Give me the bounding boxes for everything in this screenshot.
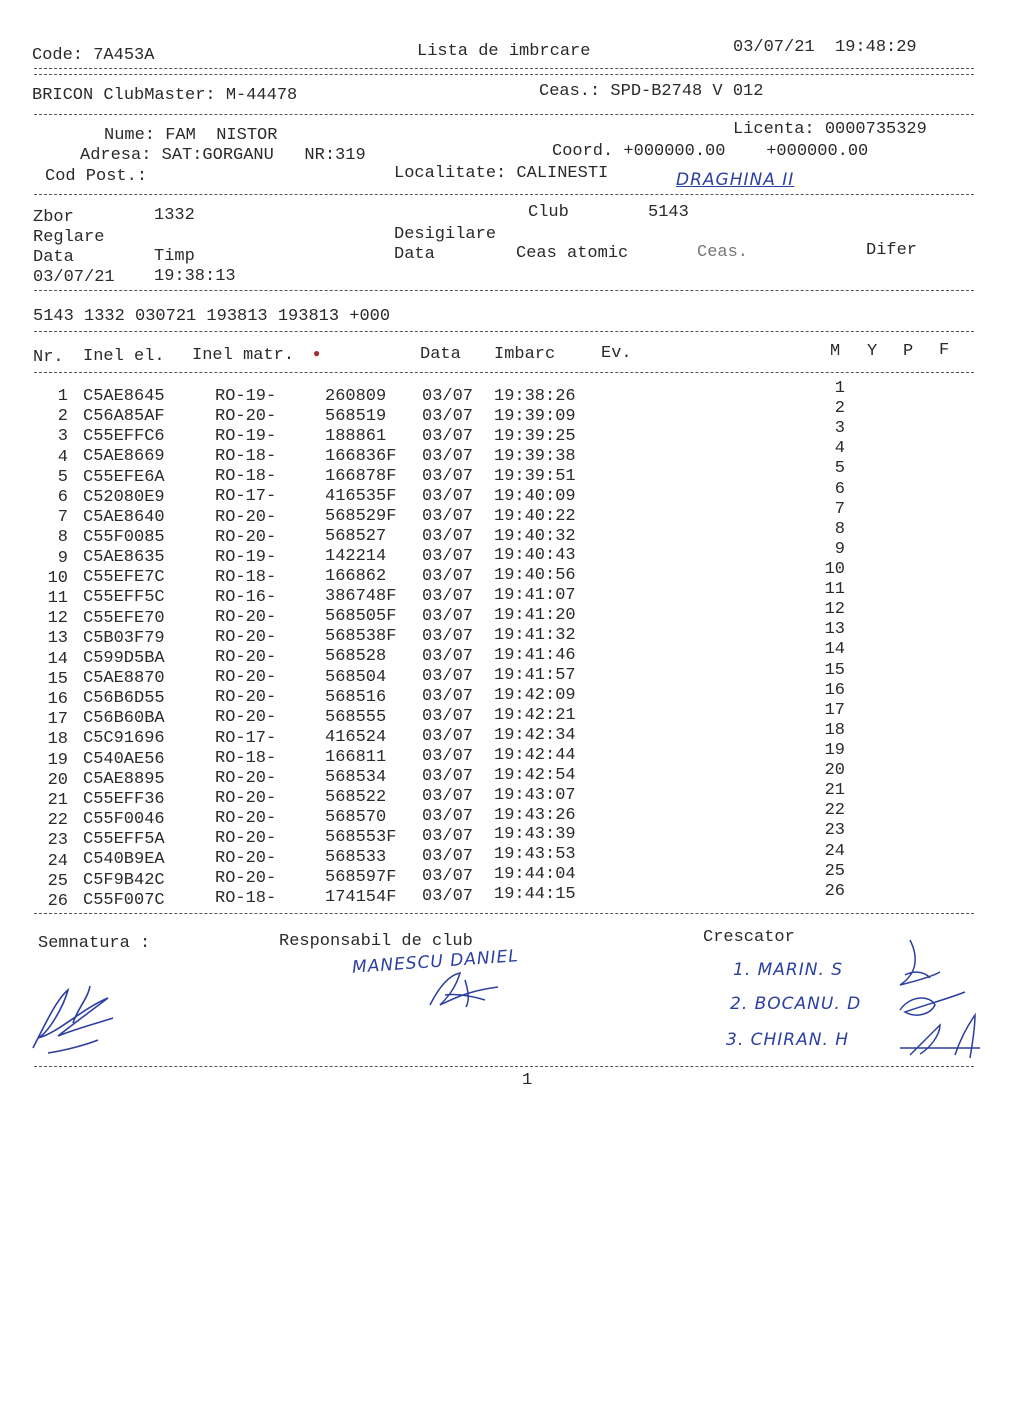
- row-ring-number: 416524: [325, 727, 387, 747]
- row-ring-prefix: RO-20-: [215, 688, 277, 708]
- row-ring-number: 568555: [325, 707, 387, 727]
- setting-time: 19:38:13: [154, 267, 236, 286]
- setting-label: Reglare: [33, 228, 105, 247]
- col-data: Data: [420, 345, 461, 364]
- row-inel-el: C56A85AF: [83, 407, 165, 427]
- row-ring-number: 568570: [325, 807, 387, 827]
- row-time: 19:39:09: [494, 406, 576, 426]
- row-ring-number: 142214: [325, 547, 387, 567]
- club-label: Club: [528, 203, 569, 222]
- row-nr: 19: [47, 750, 68, 770]
- row-ring-number: 386748F: [325, 587, 397, 607]
- row-date: 03/07: [422, 866, 474, 886]
- row-ring-number: 568505F: [325, 607, 397, 627]
- row-ring-number: 166811: [325, 747, 387, 767]
- row-nr: 7: [57, 508, 68, 528]
- row-time: 19:42:54: [494, 765, 576, 785]
- row-inel-el: C540AE56: [83, 749, 165, 769]
- row-time: 19:42:21: [494, 705, 576, 725]
- responsible-name: MANESCU DANIEL: [351, 946, 520, 978]
- row-nr: 26: [47, 892, 68, 911]
- row-nr: 16: [47, 690, 68, 709]
- row-date: 03/07: [422, 486, 474, 506]
- row-date: 03/07: [422, 566, 474, 586]
- row-date: 03/07: [422, 826, 474, 846]
- clock-label: Ceas.: [697, 243, 749, 262]
- row-time: 19:39:51: [494, 466, 576, 486]
- date-label: Data: [33, 248, 74, 267]
- row-inel-el: C55F007C: [83, 890, 165, 910]
- divider: [34, 331, 974, 332]
- difference-label: Difer: [866, 241, 918, 260]
- row-ring-prefix: RO-18-: [215, 447, 277, 467]
- row-ring-number: 568534: [325, 767, 387, 787]
- row-ring-number: 166862: [325, 567, 387, 587]
- col-ev: Ev.: [601, 344, 632, 363]
- dot-mark: ●: [313, 347, 321, 361]
- row-nr: 21: [47, 791, 68, 810]
- row-ring-prefix: RO-20-: [215, 788, 277, 808]
- row-date: 03/07: [422, 806, 474, 826]
- row-date: 03/07: [422, 786, 474, 806]
- row-time: 19:43:53: [494, 845, 576, 865]
- row-ring-number: 416535F: [325, 487, 397, 507]
- row-ring-number: 166836F: [325, 447, 397, 467]
- row-ring-number: 568533: [325, 847, 387, 867]
- row-nr: 25: [47, 871, 68, 891]
- row-m: 7: [834, 499, 845, 519]
- row-ring-prefix: RO-20-: [215, 808, 277, 828]
- row-date: 03/07: [422, 686, 474, 706]
- row-time: 19:42:09: [494, 685, 576, 705]
- divider: [34, 74, 974, 75]
- row-ring-prefix: RO-20-: [215, 668, 277, 688]
- row-m: 5: [834, 459, 845, 479]
- row-nr: 5: [57, 467, 68, 487]
- breeder-label: Crescator: [703, 928, 795, 947]
- row-date: 03/07: [422, 666, 474, 686]
- row-inel-el: C55F0085: [83, 528, 165, 548]
- row-nr: 15: [47, 669, 68, 689]
- row-nr: 17: [47, 710, 68, 730]
- row-inel-el: C5F9B42C: [83, 870, 165, 890]
- row-nr: 22: [47, 811, 68, 831]
- row-ring-prefix: RO-20-: [215, 768, 277, 788]
- divider: [34, 290, 974, 291]
- row-m: 6: [834, 479, 845, 499]
- row-ring-prefix: RO-20-: [215, 608, 277, 627]
- row-time: 19:40:56: [494, 566, 576, 586]
- row-time: 19:42:44: [494, 745, 576, 765]
- row-inel-el: C55EFF36: [83, 789, 165, 809]
- row-m: 4: [834, 439, 845, 459]
- row-date: 03/07: [422, 606, 474, 626]
- col-imbarc: Imbarc: [494, 345, 556, 364]
- responsible-signature: [420, 965, 510, 1015]
- print-datetime: 03/07/21 19:48:29: [733, 38, 917, 57]
- row-time: 19:43:26: [494, 805, 576, 825]
- row-nr: 14: [47, 649, 68, 669]
- row-nr: 23: [47, 831, 68, 851]
- row-date: 03/07: [422, 546, 474, 566]
- col-nr: Nr.: [33, 348, 64, 367]
- breeder-2: 2. BOCANU. D: [730, 994, 862, 1014]
- col-inel-matr: Inel matr.: [192, 346, 295, 365]
- row-m: 20: [824, 761, 845, 781]
- row-ring-number: 174154F: [325, 887, 397, 907]
- clock-id: Ceas.: SPD-B2748 V 012: [539, 82, 764, 101]
- row-ring-number: 188861: [325, 427, 387, 447]
- row-time: 19:40:22: [494, 506, 576, 526]
- breeder-3: 3. CHIRAN. H: [726, 1030, 850, 1050]
- row-nr: 24: [47, 851, 68, 871]
- row-inel-el: C5B03F79: [83, 628, 165, 648]
- handwritten-location-note: DRAGHINA II: [676, 170, 795, 190]
- row-ring-prefix: RO-18-: [215, 748, 277, 768]
- row-nr: 9: [57, 548, 68, 568]
- row-m: 26: [824, 881, 845, 901]
- row-nr: 1: [57, 387, 68, 406]
- row-ring-prefix: RO-18-: [215, 567, 277, 587]
- row-date: 03/07: [422, 626, 474, 646]
- row-m: 22: [824, 801, 845, 821]
- date-label-2: Data: [394, 245, 435, 264]
- col-f: F: [939, 341, 950, 360]
- postal-code: Cod Post.:: [45, 167, 148, 186]
- row-ring-number: 568529F: [325, 507, 397, 527]
- row-ring-prefix: RO-19-: [215, 547, 277, 567]
- owner-signature: [28, 978, 118, 1058]
- row-ring-prefix: RO-20-: [215, 628, 277, 648]
- row-m: 12: [824, 600, 845, 620]
- row-inel-el: C5AE8635: [83, 548, 165, 568]
- row-date: 03/07: [422, 746, 474, 766]
- row-inel-el: C55EFFC6: [83, 427, 165, 447]
- row-ring-prefix: RO-17-: [215, 487, 277, 507]
- row-date: 03/07: [422, 506, 474, 526]
- row-nr: 6: [57, 488, 68, 507]
- row-inel-el: C55EFF5C: [83, 588, 165, 608]
- row-date: 03/07: [422, 406, 474, 426]
- row-m: 8: [834, 519, 845, 539]
- row-ring-number: 166878F: [325, 467, 397, 487]
- row-time: 19:42:34: [494, 725, 576, 745]
- row-ring-prefix: RO-20-: [215, 849, 277, 869]
- row-ring-prefix: RO-16-: [215, 587, 277, 607]
- divider: [34, 68, 974, 69]
- divider: [34, 1066, 974, 1067]
- col-inel-el: Inel el.: [83, 347, 165, 366]
- row-inel-el: C55EFE6A: [83, 467, 165, 487]
- row-m: 18: [824, 720, 845, 740]
- row-time: 19:41:32: [494, 626, 576, 646]
- row-nr: 2: [57, 407, 68, 427]
- club-responsible-label: Responsabil de club: [279, 932, 473, 951]
- atomic-clock-label: Ceas atomic: [516, 244, 629, 263]
- setting-date: 03/07/21: [33, 268, 115, 287]
- signature-label: Semnatura :: [38, 934, 151, 953]
- row-nr: 18: [47, 730, 68, 750]
- row-ring-number: 568597F: [325, 867, 397, 887]
- row-date: 03/07: [422, 446, 474, 466]
- row-inel-el: C56B6D55: [83, 689, 165, 709]
- row-m: 14: [824, 640, 845, 660]
- row-time: 19:43:39: [494, 825, 576, 845]
- row-ring-number: 568527: [325, 527, 387, 547]
- col-p: P: [903, 342, 914, 361]
- row-time: 19:44:04: [494, 865, 576, 885]
- row-m: 15: [824, 660, 845, 680]
- document-title: Lista de imbrcare: [417, 42, 591, 61]
- row-inel-el: C52080E9: [83, 487, 165, 507]
- row-m: 23: [824, 821, 845, 841]
- row-ring-prefix: RO-18-: [215, 889, 277, 909]
- row-inel-el: C56B60BA: [83, 709, 165, 729]
- row-date: 03/07: [422, 586, 474, 606]
- code-label: Code: 7A453A: [32, 46, 155, 65]
- row-inel-el: C540B9EA: [83, 850, 165, 870]
- row-m: 10: [824, 559, 845, 579]
- row-ring-number: 568516: [325, 687, 387, 707]
- divider: [34, 372, 974, 373]
- row-m: 1: [834, 379, 845, 398]
- row-nr: 12: [47, 609, 68, 629]
- row-inel-el: C5AE8870: [83, 669, 165, 689]
- row-ring-number: 568519: [325, 407, 387, 427]
- row-nr: 10: [47, 568, 68, 588]
- row-date: 03/07: [422, 726, 474, 746]
- row-nr: 4: [57, 447, 68, 467]
- unsealing-label: Desigilare: [394, 225, 497, 244]
- row-m: 19: [824, 740, 845, 760]
- row-m: 17: [824, 700, 845, 720]
- row-ring-prefix: RO-20-: [215, 527, 277, 547]
- row-ring-prefix: RO-20-: [215, 407, 277, 427]
- row-ring-number: 260809: [325, 387, 387, 406]
- breeder-1: 1. MARIN. S: [733, 960, 844, 980]
- row-ring-number: 568528: [325, 647, 387, 667]
- page-number: 1: [522, 1071, 533, 1090]
- row-time: 19:43:07: [494, 785, 576, 805]
- row-time: 19:41:20: [494, 606, 576, 626]
- row-ring-number: 568538F: [325, 627, 397, 647]
- row-nr: 8: [57, 528, 68, 548]
- row-inel-el: C5AE8645: [83, 387, 165, 406]
- row-time: 19:40:32: [494, 526, 576, 546]
- row-date: 03/07: [422, 646, 474, 666]
- row-date: 03/07: [422, 426, 474, 446]
- row-date: 03/07: [422, 387, 474, 406]
- row-nr: 3: [57, 427, 68, 447]
- clubmaster-id: BRICON ClubMaster: M-44478: [32, 86, 298, 105]
- row-time: 19:41:07: [494, 586, 576, 606]
- flight-number: 1332: [154, 206, 195, 225]
- row-date: 03/07: [422, 886, 474, 906]
- row-time: 19:41:57: [494, 666, 576, 686]
- divider: [34, 913, 974, 914]
- row-m: 25: [824, 861, 845, 881]
- club-number: 5143: [648, 203, 689, 222]
- locality: Localitate: CALINESTI: [394, 164, 609, 183]
- row-time: 19:44:15: [494, 885, 576, 905]
- row-inel-el: C55EFE7C: [83, 568, 165, 588]
- row-m: 11: [824, 580, 845, 600]
- row-date: 03/07: [422, 766, 474, 786]
- row-time: 19:40:09: [494, 486, 576, 506]
- row-inel-el: C599D5BA: [83, 648, 165, 668]
- row-m: 2: [834, 399, 845, 419]
- row-ring-prefix: RO-20-: [215, 708, 277, 728]
- row-inel-el: C5AE8895: [83, 769, 165, 789]
- row-inel-el: C5AE8669: [83, 447, 165, 467]
- row-nr: 20: [47, 770, 68, 790]
- row-date: 03/07: [422, 526, 474, 546]
- row-inel-el: C55F0046: [83, 810, 165, 830]
- row-m: 16: [824, 680, 845, 700]
- row-time: 19:39:25: [494, 426, 576, 446]
- row-time: 19:41:46: [494, 646, 576, 666]
- row-ring-prefix: RO-19-: [215, 387, 277, 406]
- row-time: 19:40:43: [494, 546, 576, 566]
- col-y: Y: [867, 342, 878, 361]
- row-ring-number: 568553F: [325, 827, 397, 847]
- divider: [34, 194, 974, 195]
- breeder-signatures: [880, 930, 990, 1060]
- row-date: 03/07: [422, 466, 474, 486]
- row-ring-number: 568522: [325, 787, 387, 807]
- row-ring-prefix: RO-18-: [215, 467, 277, 487]
- row-m: 9: [834, 539, 845, 559]
- row-inel-el: C5AE8640: [83, 507, 165, 527]
- row-m: 3: [834, 419, 845, 439]
- col-m: M: [830, 342, 841, 361]
- row-inel-el: C55EFF5A: [83, 830, 165, 850]
- row-inel-el: C55EFE70: [83, 608, 165, 628]
- row-m: 13: [824, 620, 845, 640]
- row-time: 19:39:38: [494, 446, 576, 466]
- row-date: 03/07: [422, 846, 474, 866]
- flight-label: Zbor: [33, 208, 74, 227]
- flight-code-line: 5143 1332 030721 193813 193813 +000: [33, 307, 391, 326]
- row-ring-prefix: RO-20-: [215, 829, 277, 849]
- row-ring-prefix: RO-20-: [215, 869, 277, 889]
- row-nr: 13: [47, 629, 68, 649]
- row-inel-el: C5C91696: [83, 729, 165, 749]
- owner-name: Nume: FAM NISTOR: [104, 126, 278, 145]
- row-ring-number: 568504: [325, 667, 387, 687]
- license-number: Licenta: 0000735329: [733, 120, 927, 139]
- row-ring-prefix: RO-17-: [215, 728, 277, 748]
- coordinates: Coord. +000000.00 +000000.00: [552, 142, 869, 161]
- row-ring-prefix: RO-19-: [215, 427, 277, 447]
- row-date: 03/07: [422, 706, 474, 726]
- time-label: Timp: [154, 247, 195, 266]
- owner-address: Adresa: SAT:GORGANU NR:319: [80, 146, 366, 165]
- row-nr: 11: [47, 589, 68, 608]
- row-time: 19:38:26: [494, 387, 576, 406]
- row-m: 21: [824, 781, 845, 801]
- row-ring-prefix: RO-20-: [215, 507, 277, 527]
- row-m: 24: [824, 841, 845, 861]
- divider: [34, 114, 974, 115]
- row-ring-prefix: RO-20-: [215, 648, 277, 668]
